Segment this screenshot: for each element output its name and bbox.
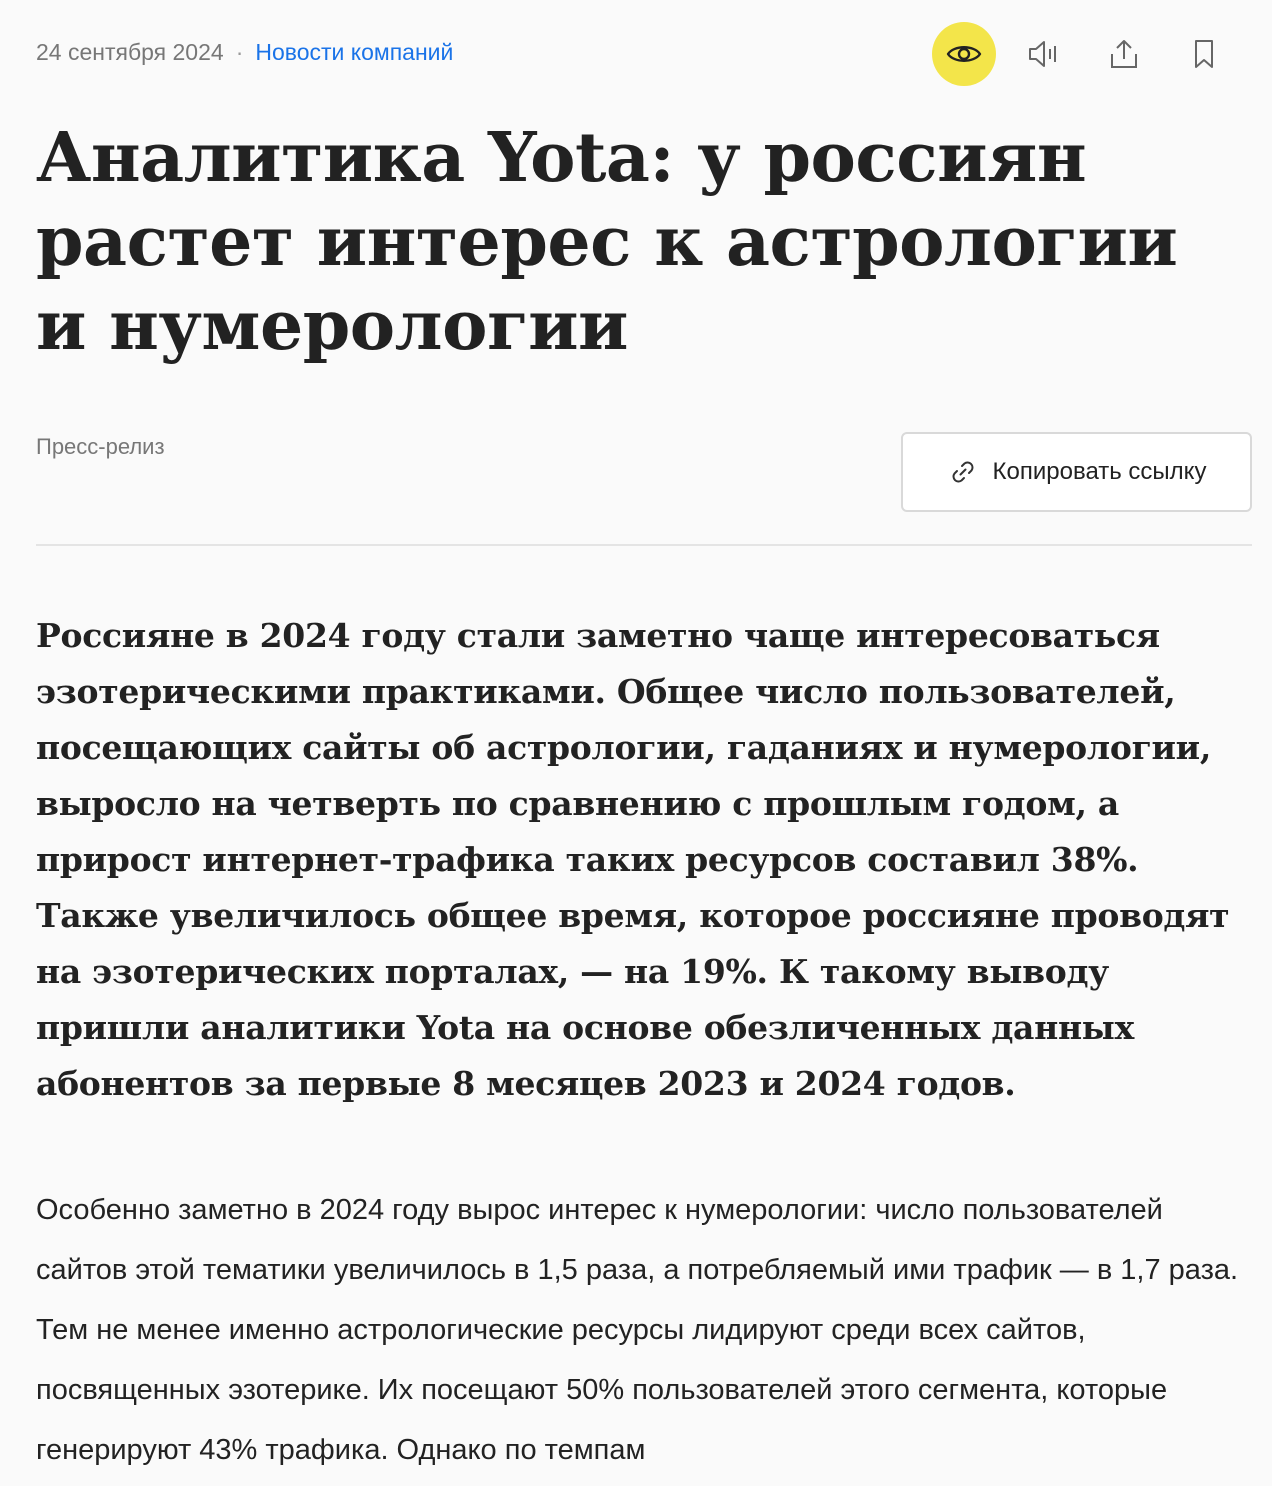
bookmark-icon xyxy=(1184,34,1224,74)
accessibility-button[interactable] xyxy=(932,22,996,86)
copy-link-label: Копировать ссылку xyxy=(992,458,1207,485)
link-icon xyxy=(947,456,979,488)
article-header-bar xyxy=(36,22,1252,84)
article-paragraph: Особенно заметно в 2024 году вырос интерес к нумерологии: число пользователей сайтов этой тематики увеличилось в 1,5 раза, а потребляемый ими трафик — в 1,7 раза. Тем не менее именно астрологические ресурсы лидируют среди всех сайтов, посвященных эзотерике. Их посещают 50% пользователей этого сегмента, которые генерируют 43% трафика. Однако по темпам xyxy=(36,1194,1239,1466)
listen-button[interactable] xyxy=(1012,22,1076,86)
article-page xyxy=(36,0,1252,1486)
article-meta xyxy=(36,38,453,66)
publish-date: 24 сентября 2024 xyxy=(36,39,224,65)
copy-link-button[interactable] xyxy=(901,432,1252,512)
share-button[interactable] xyxy=(1092,22,1156,86)
article-title: Аналитика Yota: у россиян растет интерес к астрологии и нумерологии xyxy=(36,118,1178,366)
article-source: Пресс-релиз xyxy=(36,434,165,459)
eye-icon xyxy=(944,34,984,74)
article-actions xyxy=(932,22,1252,84)
article-lead: Россияне в 2024 году стали заметно чаще интересоваться эзотерическими практиками. Общее число пользователей, посещающих сайты об астрологии, гаданиях и нумерологии, выросло на четверть по сравнению с прошлым годом, а прирост интернет-трафика таких ресурсов составил 38%. Также увеличилось общее время, которое россияне проводят на эзотерических порталах, — на 19%. К такому выводу пришли аналитики Yota на основе обезличенных данных абонентов за первые 8 месяцев 2023 и 2024 годов. xyxy=(36,616,1230,1103)
audio-icon xyxy=(1024,34,1064,74)
bookmark-button[interactable] xyxy=(1172,22,1236,86)
rubric-link[interactable]: Новости компаний xyxy=(255,39,454,65)
meta-separator: · xyxy=(235,39,244,65)
share-icon xyxy=(1104,34,1144,74)
header-divider xyxy=(36,544,1252,546)
